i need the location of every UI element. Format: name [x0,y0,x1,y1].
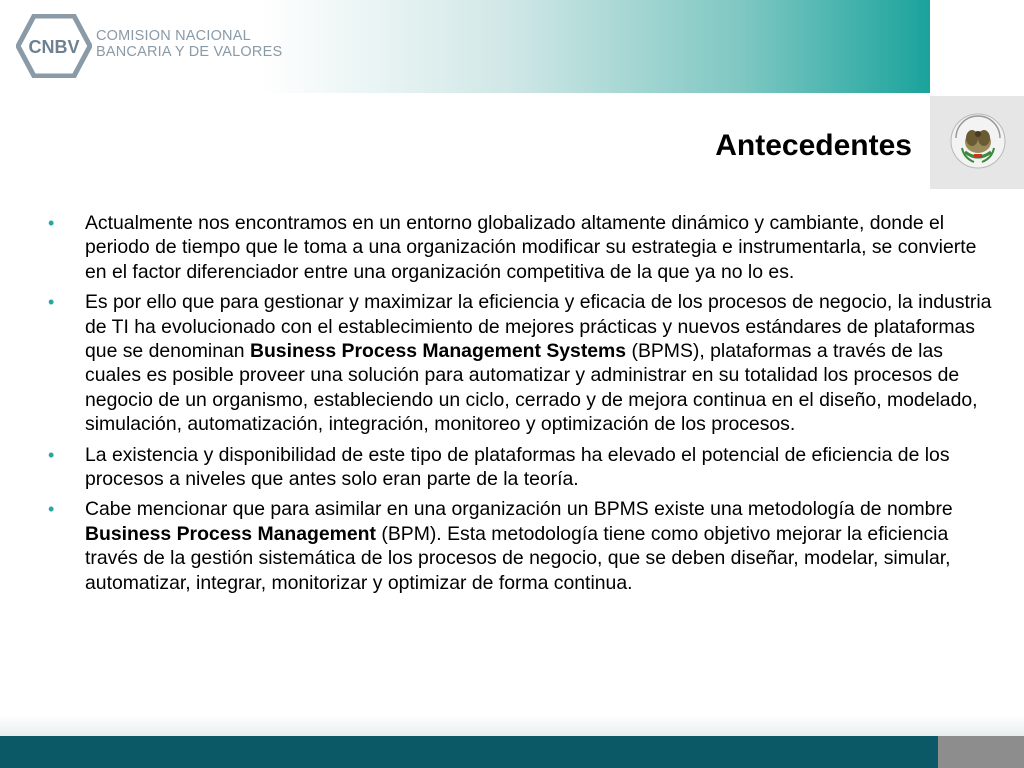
footer-corner [938,736,1024,768]
bullet-bold-term: Business Process Management [85,522,376,545]
slide-title: Antecedentes [715,129,912,162]
national-seal-box [930,96,1024,189]
bullet-bold-term: Business Process Management Systems [249,340,627,363]
footer-bar [0,736,938,768]
bullet-marker: • [48,213,55,233]
bullet-text: Es por ello que para gestionar y maximizar la eficiencia y eficacia de los procesos de negocio, la industria de TI ha evolucionado con el establecimiento de mejores prácticas y nuevos estándares de plataformas que se denominan [85,291,992,363]
bullet-item [48,211,992,284]
bullet-marker: • [48,444,55,465]
slide-body [48,211,992,601]
bullet-text-continued: (BPM). Esta metodología tiene como objetivo mejorar la eficiencia través de la gestión sistemática de los procesos de negocio, que se deben diseñar, modelar, simular, automatizar, integrar, monitorizar y optimizar de forma continua. [85,522,951,594]
footer-shadow [0,716,1024,736]
logo-line-2: BANCARIA Y DE VALORES [96,44,283,60]
mexican-seal-icon [948,110,1008,172]
cnbv-logo [16,14,92,78]
bullet-item [48,497,992,595]
logo-text [96,28,282,60]
bullet-marker: • [48,499,55,520]
header-gap [930,0,1024,93]
bullet-item [48,290,992,436]
bullet-text-continued: (BPMS), plataformas a través de las cuales es posible proveer una solución para automatizar y administrar en su totalidad los procesos de negocio de un organismo, estableciendo un ciclo, cerrado y de mejora continua en el diseño, modelado, simulación, automatización, integración, monitoreo y optimización de los procesos. [85,340,978,436]
bullet-text: Cabe mencionar que para asimilar en una organización un BPMS existe una metodología de nombre [85,498,953,521]
bullet-text: Actualmente nos encontramos en un entorno globalizado altamente dinámico y cambiante, donde el periodo de tiempo que le toma a una organización modificar su estrategia e instrumentarla, se convierte en el factor diferenciador entre una organización competitiva de la que ya no lo es. [85,212,977,283]
bullet-text: La existencia y disponibilidad de este tipo de plataformas ha elevado el potencial de eficiencia de los procesos a niveles que antes solo eran parte de la teoría. [85,443,950,491]
bullet-marker: • [48,292,55,313]
logo-initials: CNBV [28,37,80,57]
bullet-item [48,443,992,492]
logo-line-1: COMISION NACIONAL [96,28,251,44]
